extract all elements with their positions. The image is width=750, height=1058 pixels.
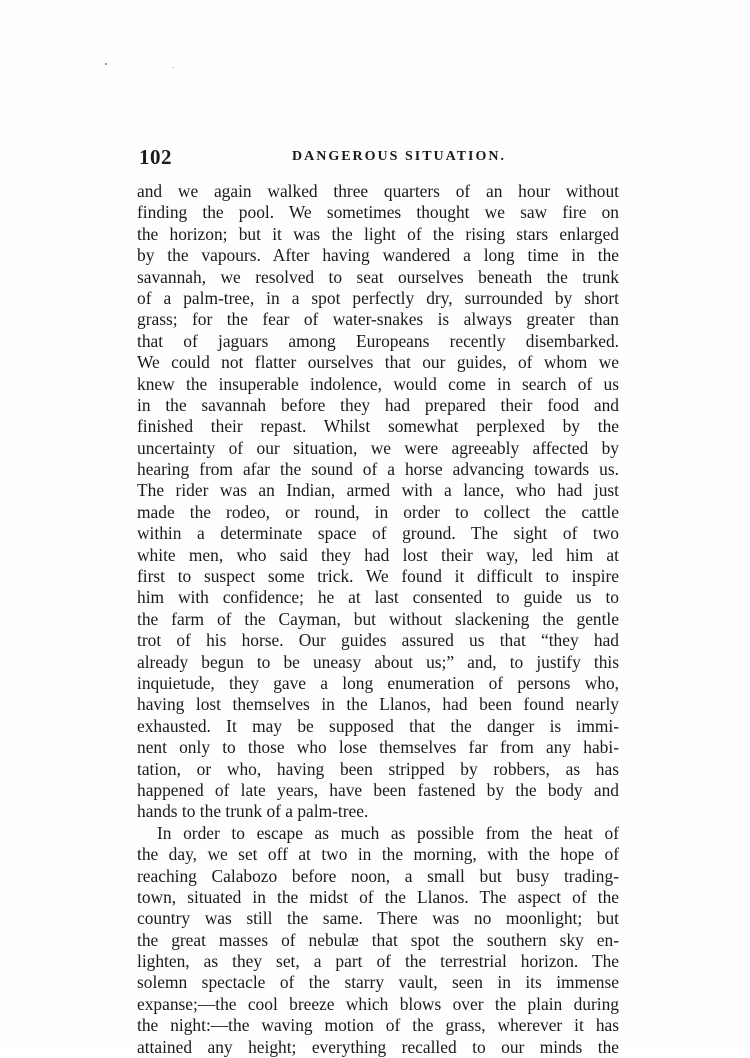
text-line: The rider was an Indian, armed with a lance, who had just	[137, 480, 619, 501]
paragraph	[137, 181, 619, 823]
print-speck	[105, 63, 107, 65]
print-speck	[173, 67, 174, 68]
text-line: knew the insuperable indolence, would come in search of us	[137, 373, 619, 394]
text-line: already begun to be uneasy about us;” and, to justify this	[137, 651, 619, 672]
text-line: white men, who said they had lost their way, led him at	[137, 544, 619, 565]
text-line: hearing from afar the sound of a horse advancing towards us.	[137, 459, 619, 480]
text-line: inquietude, they gave a long enumeration of persons who,	[137, 672, 619, 693]
text-line: the great masses of nebulæ that spot the southern sky en-	[137, 929, 619, 950]
text-line: exhausted. It may be supposed that the danger is immi-	[137, 715, 619, 736]
text-line: the farm of the Cayman, but without slackening the gentle	[137, 608, 619, 629]
body-text	[137, 181, 619, 1058]
text-line: solemn spectacle of the starry vault, seen in its immense	[137, 972, 619, 993]
text-line: that of jaguars among Europeans recently disembarked.	[137, 330, 619, 351]
text-line: reaching Calabozo before noon, a small but busy trading-	[137, 865, 619, 886]
text-line: savannah, we resolved to seat ourselves beneath the trunk	[137, 266, 619, 287]
page-header	[139, 145, 619, 169]
text-line: grass; for the fear of water-snakes is always greater than	[137, 309, 619, 330]
text-line: the day, we set off at two in the morning, with the hope of	[137, 844, 619, 865]
text-line: the night:—the waving motion of the grass, wherever it has	[137, 1015, 619, 1036]
page-number: 102	[139, 145, 172, 169]
text-line: him with confidence; he at last consented to guide us to	[137, 587, 619, 608]
text-line: trot of his horse. Our guides assured us that “they had	[137, 630, 619, 651]
text-line: We could not flatter ourselves that our guides, of whom we	[137, 352, 619, 373]
text-line: uncertainty of our situation, we were agreeably affected by	[137, 437, 619, 458]
text-line: and we again walked three quarters of an hour without	[137, 181, 619, 201]
text-line: in the savannah before they had prepared their food and	[137, 394, 619, 415]
text-line: first to suspect some trick. We found it difficult to inspire	[137, 566, 619, 587]
text-line: country was still the same. There was no moonlight; but	[137, 908, 619, 929]
text-line: of a palm-tree, in a spot perfectly dry, surrounded by short	[137, 287, 619, 308]
text-line: attained any height; everything recalled to our minds the	[137, 1036, 619, 1057]
paragraph	[137, 823, 619, 1058]
text-line: the horizon; but it was the light of the rising stars enlarged	[137, 223, 619, 244]
text-line: nent only to those who lose themselves far from any habi-	[137, 737, 619, 758]
text-line: within a determinate space of ground. The sight of two	[137, 523, 619, 544]
text-line: made the rodeo, or round, in order to collect the cattle	[137, 501, 619, 522]
text-line: by the vapours. After having wandered a long time in the	[137, 245, 619, 266]
text-line: happened of late years, have been fastened by the body and	[137, 779, 619, 800]
text-line: finding the pool. We sometimes thought we saw fire on	[137, 202, 619, 223]
running-head: DANGEROUS SITUATION.	[292, 149, 506, 164]
text-line: In order to escape as much as possible from the heat of	[157, 822, 619, 843]
text-line: having lost themselves in the Llanos, had been found nearly	[137, 694, 619, 715]
text-line: tation, or who, having been stripped by robbers, as has	[137, 758, 619, 779]
text-line: hands to the trunk of a palm-tree.	[137, 801, 369, 822]
text-line: lighten, as they set, a part of the terrestrial horizon. The	[137, 951, 619, 972]
text-line: finished their repast. Whilst somewhat perplexed by the	[137, 416, 619, 437]
text-line: expanse;—the cool breeze which blows over the plain during	[137, 993, 619, 1014]
text-line: town, situated in the midst of the Llanos. The aspect of the	[137, 886, 619, 907]
